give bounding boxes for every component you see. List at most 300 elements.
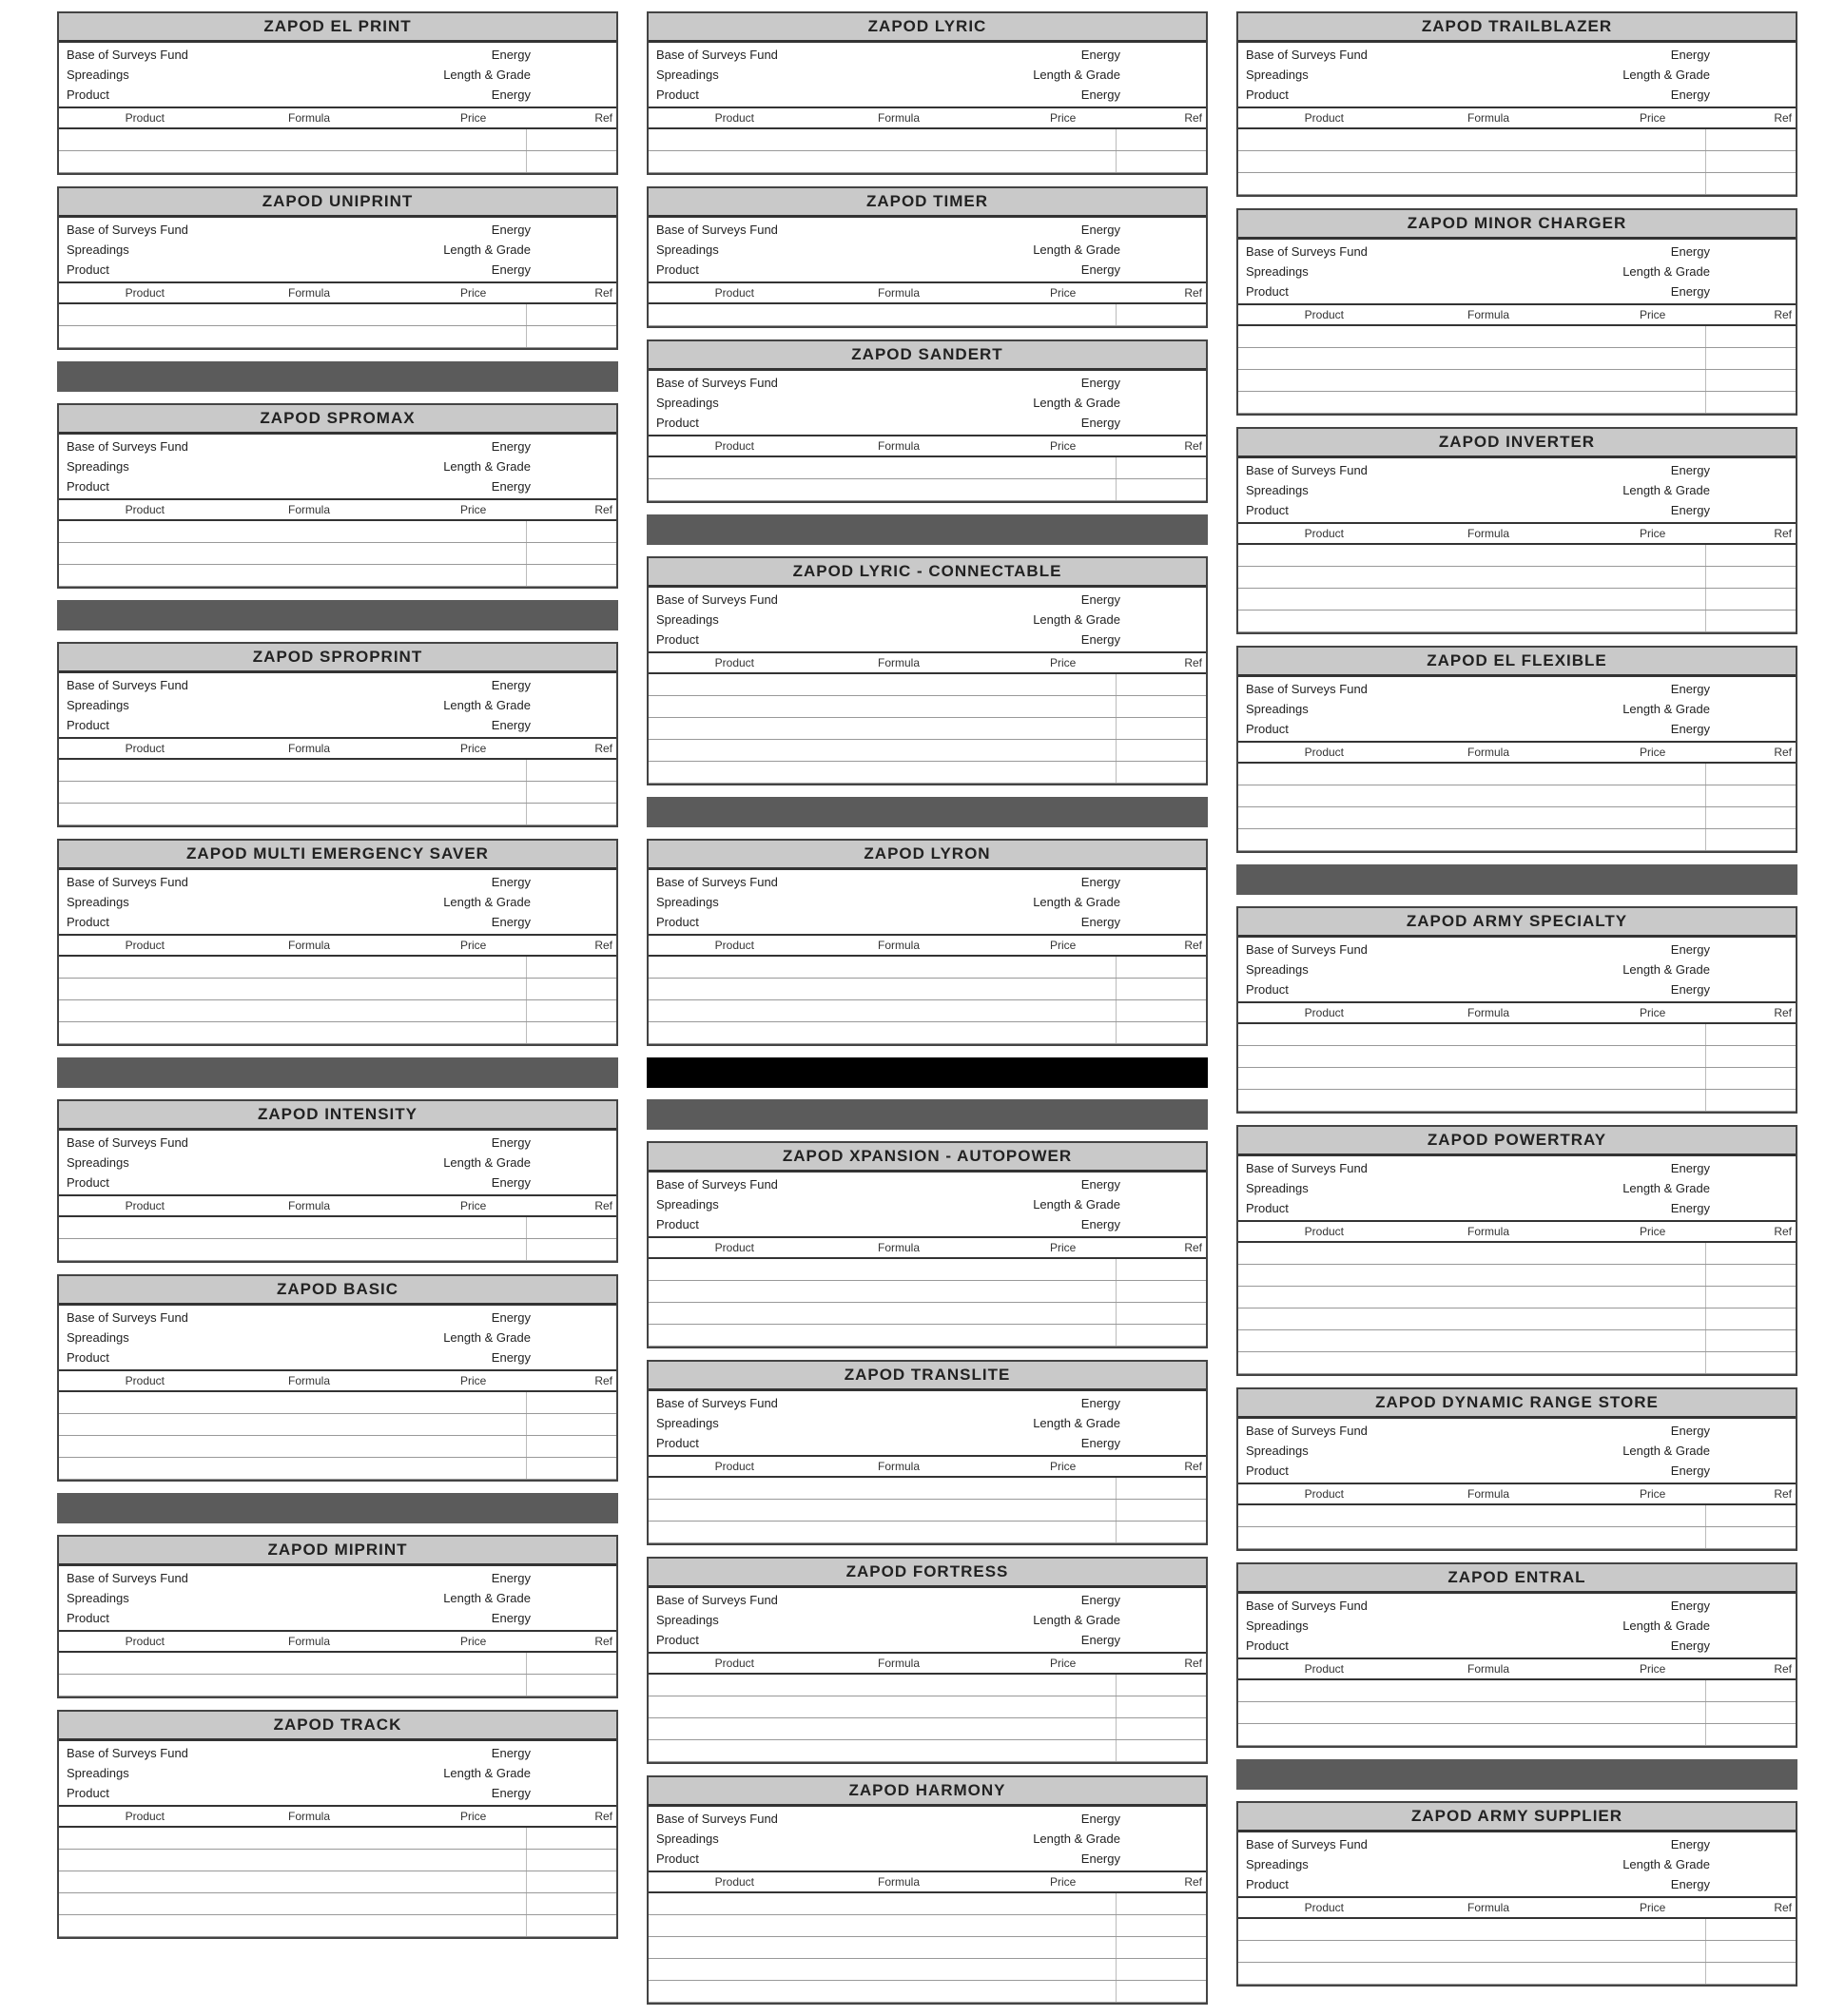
spec-cell bbox=[228, 1308, 304, 1328]
column-header: Formula bbox=[1467, 1225, 1510, 1238]
spec-cell bbox=[1132, 85, 1198, 105]
table-cell bbox=[291, 304, 367, 325]
card-title: ZAPOD FORTRESS bbox=[649, 1559, 1206, 1588]
card-title: ZAPOD LYRON bbox=[649, 841, 1206, 870]
table-cell bbox=[1116, 957, 1202, 978]
product-card bbox=[647, 1360, 1208, 1545]
column-header: Ref bbox=[1184, 1875, 1203, 1889]
spec-row bbox=[656, 65, 1198, 85]
card-title: ZAPOD LYRIC bbox=[649, 13, 1206, 43]
spec-row bbox=[67, 45, 609, 65]
spec-cell bbox=[1408, 1834, 1484, 1854]
spec-cell bbox=[228, 456, 304, 476]
table-cell bbox=[1705, 1702, 1792, 1723]
product-card bbox=[57, 839, 618, 1046]
table-cell bbox=[652, 762, 881, 783]
table-row bbox=[649, 1740, 1206, 1762]
spec-cell: Energy bbox=[491, 1310, 531, 1325]
table-cell bbox=[63, 1915, 291, 1936]
table-cell bbox=[1242, 1702, 1470, 1723]
spec-cell: Product bbox=[67, 1350, 109, 1365]
spec-row bbox=[67, 675, 609, 695]
table-cell bbox=[652, 1718, 881, 1739]
column-header: Formula bbox=[288, 1635, 331, 1648]
card-title: ZAPOD EL FLEXIBLE bbox=[1238, 648, 1796, 677]
table-cell bbox=[1470, 1068, 1546, 1089]
table-cell bbox=[1242, 785, 1470, 806]
table-cell bbox=[367, 1436, 526, 1457]
table-row bbox=[59, 1436, 616, 1458]
spec-cell bbox=[1408, 1854, 1484, 1874]
spec-cell: Base of Surveys Fund bbox=[1246, 1424, 1368, 1438]
spec-cell bbox=[1408, 679, 1484, 699]
spec-cell: Energy bbox=[1670, 87, 1710, 102]
table-header bbox=[59, 1805, 616, 1828]
column-header: Ref bbox=[594, 503, 613, 516]
spec-cell bbox=[1408, 1461, 1484, 1481]
table-header bbox=[1238, 1657, 1796, 1680]
table-row bbox=[649, 304, 1206, 326]
table-row bbox=[649, 1303, 1206, 1325]
table-cell bbox=[1242, 1330, 1470, 1351]
spec-row bbox=[1246, 281, 1788, 301]
spec-info bbox=[59, 1131, 616, 1194]
table-cell bbox=[526, 1653, 612, 1674]
spec-info bbox=[649, 1391, 1206, 1455]
spec-row bbox=[67, 260, 609, 280]
spec-cell: Length & Grade bbox=[1033, 1613, 1120, 1627]
table-cell bbox=[1705, 545, 1792, 566]
column-header: Price bbox=[1640, 527, 1666, 540]
table-cell bbox=[1470, 1243, 1546, 1264]
spec-cell: Base of Surveys Fund bbox=[1246, 244, 1368, 259]
spec-cell bbox=[1132, 1174, 1198, 1194]
column-header: Ref bbox=[1774, 1006, 1793, 1019]
spec-cell: Base of Surveys Fund bbox=[1246, 942, 1368, 957]
spec-row bbox=[1246, 480, 1788, 500]
spec-row bbox=[656, 1630, 1198, 1650]
table-cell bbox=[1705, 1308, 1792, 1329]
table-cell bbox=[367, 1239, 526, 1260]
table-row bbox=[649, 1675, 1206, 1696]
spec-cell bbox=[228, 65, 304, 85]
table-cell bbox=[881, 1259, 957, 1280]
table-cell bbox=[881, 979, 957, 999]
spec-row bbox=[67, 912, 609, 932]
spec-row bbox=[1246, 1616, 1788, 1636]
column-header: Ref bbox=[1184, 1460, 1203, 1473]
table-row bbox=[649, 1696, 1206, 1718]
table-cell bbox=[1242, 151, 1470, 172]
spec-cell: Energy bbox=[491, 718, 531, 732]
table-cell bbox=[367, 1828, 526, 1849]
spec-cell bbox=[1721, 699, 1788, 719]
column-header: Product bbox=[125, 742, 165, 755]
spec-row bbox=[1246, 242, 1788, 262]
column-header: Ref bbox=[1184, 939, 1203, 952]
column-header: Formula bbox=[288, 1810, 331, 1823]
product-card bbox=[57, 403, 618, 589]
table-cell bbox=[526, 521, 612, 542]
table-cell bbox=[1242, 567, 1470, 588]
table-cell bbox=[1470, 567, 1546, 588]
table-cell bbox=[1546, 1352, 1705, 1373]
spec-cell bbox=[1721, 65, 1788, 85]
spec-cell: Product bbox=[67, 1175, 109, 1190]
spec-cell: Product bbox=[656, 416, 699, 430]
table-cell bbox=[367, 129, 526, 150]
table-row bbox=[59, 979, 616, 1000]
table-row bbox=[59, 1828, 616, 1850]
table-row bbox=[1238, 392, 1796, 414]
table-cell bbox=[367, 979, 526, 999]
table-header bbox=[649, 934, 1206, 957]
table-cell bbox=[1242, 1505, 1470, 1526]
table-cell bbox=[957, 1281, 1116, 1302]
column-header: Ref bbox=[594, 1635, 613, 1648]
spec-cell: Energy bbox=[1670, 284, 1710, 299]
card-title: ZAPOD ARMY SPECIALTY bbox=[1238, 908, 1796, 938]
table-cell bbox=[881, 674, 957, 695]
column-header: Product bbox=[125, 1635, 165, 1648]
card-title: ZAPOD TRACK bbox=[59, 1712, 616, 1741]
table-header bbox=[649, 107, 1206, 129]
table-cell bbox=[367, 782, 526, 803]
table-row bbox=[1238, 151, 1796, 173]
spec-cell bbox=[542, 675, 609, 695]
column-header: Formula bbox=[878, 1657, 921, 1670]
spec-cell: Spreadings bbox=[67, 1591, 129, 1605]
spec-row bbox=[67, 1763, 609, 1783]
table-cell bbox=[881, 718, 957, 739]
spec-cell: Energy bbox=[491, 1611, 531, 1625]
table-cell bbox=[652, 1937, 881, 1958]
column-header: Formula bbox=[1467, 308, 1510, 321]
table-row bbox=[1238, 611, 1796, 632]
table-cell bbox=[291, 326, 367, 347]
spec-row bbox=[656, 1433, 1198, 1453]
table-row bbox=[649, 1915, 1206, 1937]
table-row bbox=[59, 1915, 616, 1937]
spec-cell: Base of Surveys Fund bbox=[656, 875, 778, 889]
column-header: Price bbox=[1640, 1225, 1666, 1238]
table-cell bbox=[1116, 1259, 1202, 1280]
spec-cell bbox=[1132, 1433, 1198, 1453]
table-cell bbox=[1546, 1941, 1705, 1962]
column-header: Product bbox=[1304, 111, 1345, 125]
table-cell bbox=[526, 979, 612, 999]
spec-cell bbox=[1132, 1809, 1198, 1829]
spec-cell: Spreadings bbox=[656, 1613, 719, 1627]
spec-cell bbox=[818, 1849, 894, 1869]
column-header: Product bbox=[1304, 308, 1345, 321]
spec-info bbox=[59, 870, 616, 934]
table-cell bbox=[1470, 326, 1546, 347]
column-header: Price bbox=[460, 286, 487, 300]
table-cell bbox=[1546, 370, 1705, 391]
table-cell bbox=[1470, 611, 1546, 631]
table-row bbox=[59, 760, 616, 782]
spec-row bbox=[656, 393, 1198, 413]
spec-info bbox=[649, 1173, 1206, 1236]
spec-cell bbox=[818, 1174, 894, 1194]
card-title: ZAPOD ARMY SUPPLIER bbox=[1238, 1803, 1796, 1832]
card-title: ZAPOD TIMER bbox=[649, 188, 1206, 218]
spec-cell bbox=[228, 45, 304, 65]
table-cell bbox=[1116, 718, 1202, 739]
table-row bbox=[1238, 1527, 1796, 1549]
spec-row bbox=[656, 590, 1198, 610]
table-cell bbox=[1546, 1068, 1705, 1089]
table-cell bbox=[1546, 545, 1705, 566]
table-cell bbox=[526, 1217, 612, 1238]
column-header: Product bbox=[125, 503, 165, 516]
spec-row bbox=[67, 1588, 609, 1608]
table-cell bbox=[63, 304, 291, 325]
spec-cell: Spreadings bbox=[656, 242, 719, 257]
spec-cell: Energy bbox=[1670, 1464, 1710, 1478]
table-cell bbox=[1470, 1330, 1546, 1351]
spec-cell bbox=[818, 45, 894, 65]
column-header: Product bbox=[714, 1460, 755, 1473]
table-cell bbox=[367, 521, 526, 542]
table-cell bbox=[957, 1259, 1116, 1280]
spec-cell bbox=[1721, 1834, 1788, 1854]
spec-cell bbox=[818, 872, 894, 892]
spec-cell bbox=[1721, 262, 1788, 281]
spec-info bbox=[1238, 1594, 1796, 1657]
spec-cell: Product bbox=[1246, 1638, 1289, 1653]
spec-cell: Energy bbox=[1670, 1201, 1710, 1215]
table-cell bbox=[1705, 611, 1792, 631]
spec-row bbox=[656, 220, 1198, 240]
card-title: ZAPOD SANDERT bbox=[649, 341, 1206, 371]
table-cell bbox=[652, 1303, 881, 1324]
column-header: Product bbox=[125, 1810, 165, 1823]
spec-cell bbox=[542, 695, 609, 715]
spec-row bbox=[67, 476, 609, 496]
section-header-bar bbox=[647, 514, 1208, 545]
spec-cell bbox=[1132, 1194, 1198, 1214]
column-header: Price bbox=[460, 939, 487, 952]
table-row bbox=[59, 1458, 616, 1480]
spec-cell: Length & Grade bbox=[1033, 1197, 1120, 1212]
spec-cell bbox=[1132, 1214, 1198, 1234]
spec-cell bbox=[542, 476, 609, 496]
table-cell bbox=[652, 718, 881, 739]
spec-row bbox=[1246, 1874, 1788, 1894]
table-cell bbox=[291, 782, 367, 803]
section-header-bar bbox=[1236, 864, 1797, 895]
table-cell bbox=[957, 1718, 1116, 1739]
table-header bbox=[1238, 1896, 1796, 1919]
table-cell bbox=[1705, 589, 1792, 610]
table-cell bbox=[526, 1000, 612, 1021]
spec-cell bbox=[228, 1347, 304, 1367]
spec-cell: Spreadings bbox=[1246, 1444, 1309, 1458]
spec-row bbox=[67, 1568, 609, 1588]
spec-cell: Base of Surveys Fund bbox=[1246, 48, 1368, 62]
table-cell bbox=[881, 1718, 957, 1739]
column-header: Product bbox=[1304, 527, 1345, 540]
spec-info bbox=[1238, 1419, 1796, 1483]
spec-cell: Length & Grade bbox=[1622, 483, 1710, 497]
table-cell bbox=[1705, 1941, 1792, 1962]
table-cell bbox=[1242, 764, 1470, 785]
spec-cell bbox=[1408, 1158, 1484, 1178]
table-cell bbox=[1242, 1352, 1470, 1373]
spec-cell bbox=[1408, 699, 1484, 719]
table-row bbox=[1238, 764, 1796, 785]
table-header bbox=[1238, 107, 1796, 129]
column-header: Price bbox=[1640, 1901, 1666, 1914]
table-cell bbox=[367, 543, 526, 564]
spec-cell: Product bbox=[1246, 87, 1289, 102]
column-header: Price bbox=[1050, 111, 1077, 125]
table-cell bbox=[63, 1217, 291, 1238]
spec-cell: Energy bbox=[1080, 1593, 1120, 1607]
spec-cell: Base of Surveys Fund bbox=[656, 1812, 778, 1826]
spec-cell: Product bbox=[656, 632, 699, 647]
table-cell bbox=[291, 129, 367, 150]
column-header: Price bbox=[1640, 111, 1666, 125]
spec-cell bbox=[818, 240, 894, 260]
table-cell bbox=[526, 804, 612, 824]
table-cell bbox=[1116, 762, 1202, 783]
column-header: Product bbox=[714, 1241, 755, 1254]
table-cell bbox=[63, 1675, 291, 1696]
table-row bbox=[59, 326, 616, 348]
table-row bbox=[1238, 589, 1796, 611]
product-card bbox=[1236, 1125, 1797, 1376]
column-header: Price bbox=[1640, 1006, 1666, 1019]
table-cell bbox=[1470, 1702, 1546, 1723]
spec-cell: Base of Surveys Fund bbox=[656, 376, 778, 390]
table-cell bbox=[1242, 589, 1470, 610]
table-row bbox=[1238, 807, 1796, 829]
column-header: Formula bbox=[1467, 527, 1510, 540]
table-cell bbox=[1116, 1675, 1202, 1696]
spec-cell bbox=[1408, 242, 1484, 262]
column-header: Product bbox=[125, 939, 165, 952]
column-header: Price bbox=[1050, 656, 1077, 669]
spec-cell bbox=[1132, 45, 1198, 65]
spec-cell bbox=[1132, 1393, 1198, 1413]
table-cell bbox=[526, 1850, 612, 1871]
table-cell bbox=[1116, 979, 1202, 999]
spec-cell: Energy bbox=[1670, 48, 1710, 62]
spec-info bbox=[1238, 240, 1796, 303]
table-header bbox=[59, 1630, 616, 1653]
spec-info bbox=[59, 218, 616, 281]
column-header: Price bbox=[1050, 439, 1077, 453]
table-row bbox=[1238, 348, 1796, 370]
table-cell bbox=[367, 1414, 526, 1435]
table-cell bbox=[367, 1022, 526, 1043]
spec-cell: Base of Surveys Fund bbox=[67, 678, 188, 692]
table-cell bbox=[957, 1478, 1116, 1499]
table-row bbox=[59, 1239, 616, 1261]
table-cell bbox=[1116, 1915, 1202, 1936]
spec-row bbox=[67, 1783, 609, 1803]
spec-cell bbox=[818, 413, 894, 433]
table-cell bbox=[652, 151, 881, 172]
table-cell bbox=[1242, 370, 1470, 391]
spec-cell: Product bbox=[1246, 982, 1289, 997]
table-cell bbox=[1470, 1287, 1546, 1308]
table-row bbox=[649, 1718, 1206, 1740]
table-row bbox=[1238, 1308, 1796, 1330]
table-cell bbox=[957, 129, 1116, 150]
spec-cell: Base of Surveys Fund bbox=[656, 1396, 778, 1410]
spec-cell: Length & Grade bbox=[1033, 1416, 1120, 1430]
spec-cell bbox=[542, 1173, 609, 1192]
product-card bbox=[57, 1274, 618, 1482]
table-cell bbox=[1546, 1680, 1705, 1701]
spec-cell bbox=[228, 1153, 304, 1173]
table-header bbox=[1238, 522, 1796, 545]
spec-cell bbox=[228, 715, 304, 735]
table-cell bbox=[1242, 1243, 1470, 1264]
table-cell bbox=[1470, 785, 1546, 806]
table-cell bbox=[291, 1392, 367, 1413]
table-row bbox=[1238, 545, 1796, 567]
table-cell bbox=[957, 151, 1116, 172]
spec-cell: Length & Grade bbox=[1033, 612, 1120, 627]
table-cell bbox=[1546, 1090, 1705, 1111]
column-header: Formula bbox=[1467, 746, 1510, 759]
spec-cell bbox=[1408, 1596, 1484, 1616]
spec-info bbox=[649, 1807, 1206, 1871]
column-1 bbox=[57, 11, 618, 1950]
table-cell bbox=[63, 782, 291, 803]
spec-cell: Spreadings bbox=[67, 698, 129, 712]
spec-cell: Spreadings bbox=[1246, 1181, 1309, 1195]
table-cell bbox=[526, 1022, 612, 1043]
table-cell bbox=[881, 1478, 957, 1499]
spec-cell: Product bbox=[1246, 1464, 1289, 1478]
table-cell bbox=[63, 957, 291, 978]
spec-cell: Energy bbox=[491, 87, 531, 102]
spec-cell bbox=[228, 1328, 304, 1347]
section-header-bar bbox=[57, 361, 618, 392]
spec-cell bbox=[542, 1608, 609, 1628]
column-header: Product bbox=[1304, 1006, 1345, 1019]
spec-cell bbox=[1408, 262, 1484, 281]
spec-cell bbox=[1132, 240, 1198, 260]
table-row bbox=[1238, 1090, 1796, 1112]
product-card bbox=[647, 186, 1208, 328]
spec-cell: Length & Grade bbox=[1033, 68, 1120, 82]
table-cell bbox=[1116, 1500, 1202, 1521]
table-cell bbox=[526, 1893, 612, 1914]
column-header: Formula bbox=[1467, 1901, 1510, 1914]
spec-cell: Product bbox=[67, 718, 109, 732]
table-cell bbox=[652, 1000, 881, 1021]
table-cell bbox=[1546, 1702, 1705, 1723]
table-header bbox=[649, 281, 1206, 304]
spec-cell bbox=[818, 1809, 894, 1829]
table-cell bbox=[652, 1981, 881, 2002]
spec-row bbox=[656, 1174, 1198, 1194]
spec-row bbox=[656, 892, 1198, 912]
column-header: Formula bbox=[288, 1374, 331, 1387]
spec-row bbox=[67, 1608, 609, 1628]
spec-row bbox=[1246, 500, 1788, 520]
spec-cell bbox=[542, 1347, 609, 1367]
table-cell bbox=[1705, 151, 1792, 172]
table-cell bbox=[1242, 1680, 1470, 1701]
